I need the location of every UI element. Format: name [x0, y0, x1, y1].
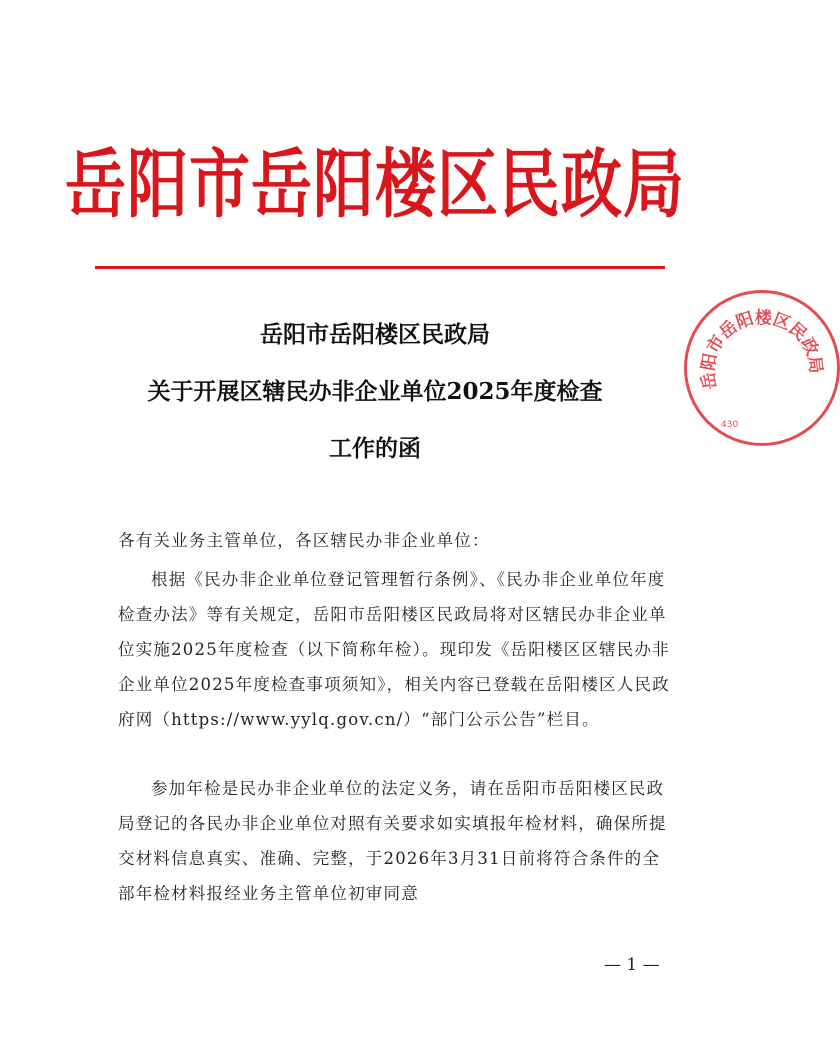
salutation: 各有关业务主管单位，各区辖民办非企业单位：	[118, 531, 490, 550]
document-title-line-1: 岳阳市岳阳楼区民政局	[260, 321, 490, 348]
letterhead-title: 岳阳市岳阳楼区民政局	[64, 141, 685, 229]
document-title-line-2: 关于开展区辖民办非企业单位2025年度检查	[147, 378, 603, 405]
body-paragraph-1: 根据《民办非企业单位登记管理暂行条例》、《民办非企业单位年度检查办法》等有关规定，岳阳市岳阳楼区民政局将对区辖民办非企业单位实施2025年度检查（以下简称年检）。现印发《岳阳楼区区辖民办非企业单位2025年度检查事项须知》，相关内容已登载在岳阳楼区人民政府网（https://www.yylq.gov.cn/）“部门公示公告”栏目。	[118, 570, 670, 729]
official-seal	[684, 290, 840, 446]
letterhead-red-rule	[95, 266, 665, 269]
svg-text:430: 430	[721, 420, 739, 430]
body-paragraph-2: 参加年检是民办非企业单位的法定义务，请在岳阳市岳阳楼区民政局登记的各民办非企业单位对照有关要求如实填报年检材料，确保所提交材料信息真实、准确、完整，于2026年3月31日前将符合条件的全部年检材料报经业务主管单位初审同意	[118, 779, 667, 903]
document-title-line-3: 工作的函	[329, 435, 421, 462]
svg-text:岳阳市岳阳楼区民政局: 岳阳市岳阳楼区民政局	[698, 308, 826, 391]
page-number: — 1 —	[604, 955, 660, 975]
